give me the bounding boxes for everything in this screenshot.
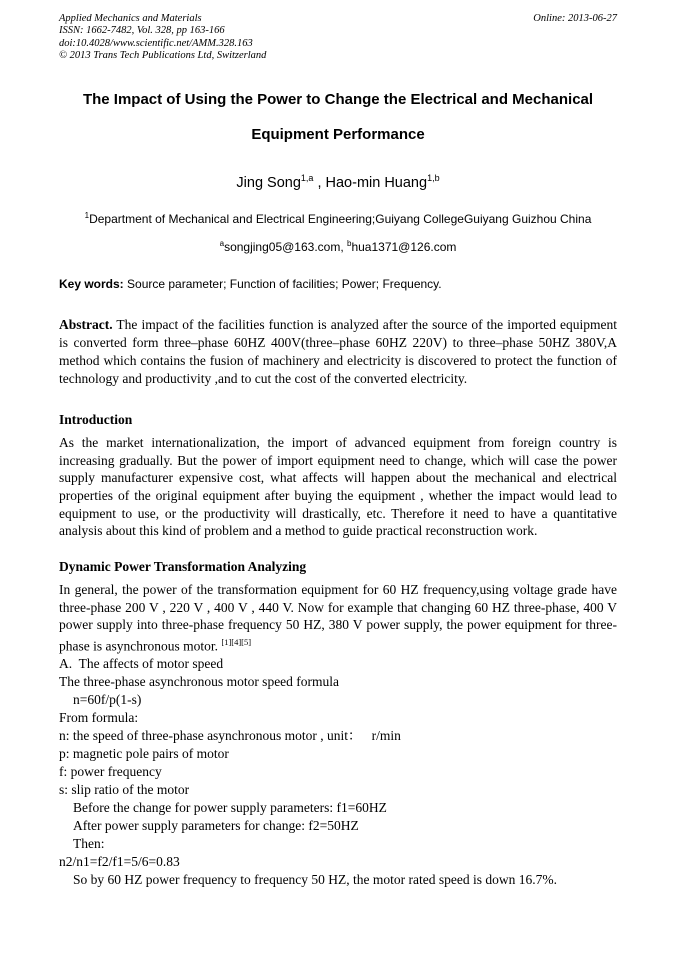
line-then: Then:	[73, 836, 105, 852]
email-b: hua1371@126.com	[351, 240, 457, 255]
email-a-superscript: a	[219, 239, 225, 249]
line-p-definition: p: magnetic pole pairs of motor	[59, 746, 229, 762]
issn-line: ISSN: 1662-7482, Vol. 328, pp 163-166	[59, 25, 225, 37]
line-from-formula: From formula:	[59, 710, 139, 726]
line-speed-formula-intro: The three-phase asynchronous motor speed formula	[59, 674, 340, 690]
title-line-2: Equipment Performance	[251, 125, 425, 143]
authors-separator: ,	[313, 174, 326, 191]
line-conclusion: So by 60 HZ power frequency to frequency 50 HZ, the motor rated speed is down 16.7%.	[73, 872, 558, 888]
author-1-name: Jing Song	[236, 174, 301, 191]
email-a: songjing05@163.com	[224, 240, 341, 255]
author-2-name: Hao-min Huang	[325, 174, 428, 191]
line-s-definition: s: slip ratio of the motor	[59, 782, 190, 798]
journal-header-left	[59, 13, 266, 63]
formula-section	[59, 655, 617, 889]
abstract-label: Abstract.	[59, 317, 113, 333]
dynamic-power-text: In general, the power of the transformation equipment for 60 HZ frequency,using voltage grade have three-phase 200 V , 220 V , 400 V , 440 V. Now for example that changing 60 HZ three-phase, 400 V power supply into three-phase frequency 50 HZ, 380 V power supply, the power equipment for three-phase is asynchronous motor.	[59, 581, 617, 654]
formula-n-60f: n=60f/p(1-s)	[73, 692, 142, 708]
line-n-definition: n: the speed of three-phase asynchronous motor , unit： r/min	[59, 728, 401, 744]
dynamic-power-paragraph	[59, 581, 617, 655]
line-before-change: Before the change for power supply parameters: f1=60HZ	[73, 800, 387, 816]
journal-header	[59, 13, 617, 63]
abstract-text: The impact of the facilities function is analyzed after the source of the imported equipment is converted form three–phase 60HZ 400V(three–phase 60HZ 220V) to three–phase 50HZ 380V,A method which contains the fusion of machinery and electricity is discovered to protect the function of technology and productivity ,and to cut the cost of the converted electricity.	[59, 317, 617, 386]
online-date: Online: 2013-06-27	[533, 13, 617, 24]
authors-line	[59, 170, 617, 191]
abstract-paragraph	[59, 316, 617, 387]
journal-name: Applied Mechanics and Materials	[59, 13, 202, 24]
keywords-line	[59, 278, 617, 291]
section-heading-introduction: Introduction	[59, 412, 133, 428]
line-after-change: After power supply parameters for change: f2=50HZ	[73, 818, 359, 834]
affiliation-superscript: 1	[84, 211, 90, 221]
affiliation-line	[59, 209, 617, 226]
emails-line	[59, 237, 617, 254]
copyright-line: © 2013 Trans Tech Publications Ltd, Switzerland	[59, 50, 267, 62]
line-ratio-equation: n2/n1=f2/f1=5/6=0.83	[59, 854, 180, 870]
keywords-label: Key words:	[59, 277, 124, 292]
paper-title	[59, 92, 617, 142]
keywords-text: Source parameter; Function of facilities; Power; Frequency.	[123, 277, 442, 292]
email-b-superscript: b	[347, 239, 352, 249]
emails-separator: ,	[340, 240, 347, 255]
title-line-1: The Impact of Using the Power to Change the Electrical and Mechanical	[82, 90, 594, 108]
line-f-definition: f: power frequency	[59, 764, 162, 780]
section-heading-dynamic-power: Dynamic Power Transformation Analyzing	[59, 559, 307, 575]
author-1-superscript: 1,a	[300, 172, 314, 183]
doi-line: doi:10.4028/www.scientific.net/AMM.328.163	[59, 37, 253, 49]
introduction-paragraph: As the market internationalization, the import of advanced equipment from foreign country is increasing gradually. But the power of import equipment need to change, which will case the power supply manufacturer expensive cost, what affects will happen about the mechanical and electrical properties of the original equipment after buying the equipment , whether the impact would lead to equipment to use, or the productivity will drastically, etc. Therefore it need to have a quantitative analysis about this kind of problem and a method to guide practical reconstruction work.	[59, 434, 617, 539]
author-2-superscript: 1,b	[427, 172, 440, 183]
line-a-affects-of-motor-speed: A. The affects of motor speed	[59, 656, 224, 672]
affiliation-text: Department of Mechanical and Electrical Engineering;Guiyang CollegeGuiyang Guizhou China	[89, 212, 592, 227]
citation-superscript: [1][4][5]	[221, 637, 252, 647]
